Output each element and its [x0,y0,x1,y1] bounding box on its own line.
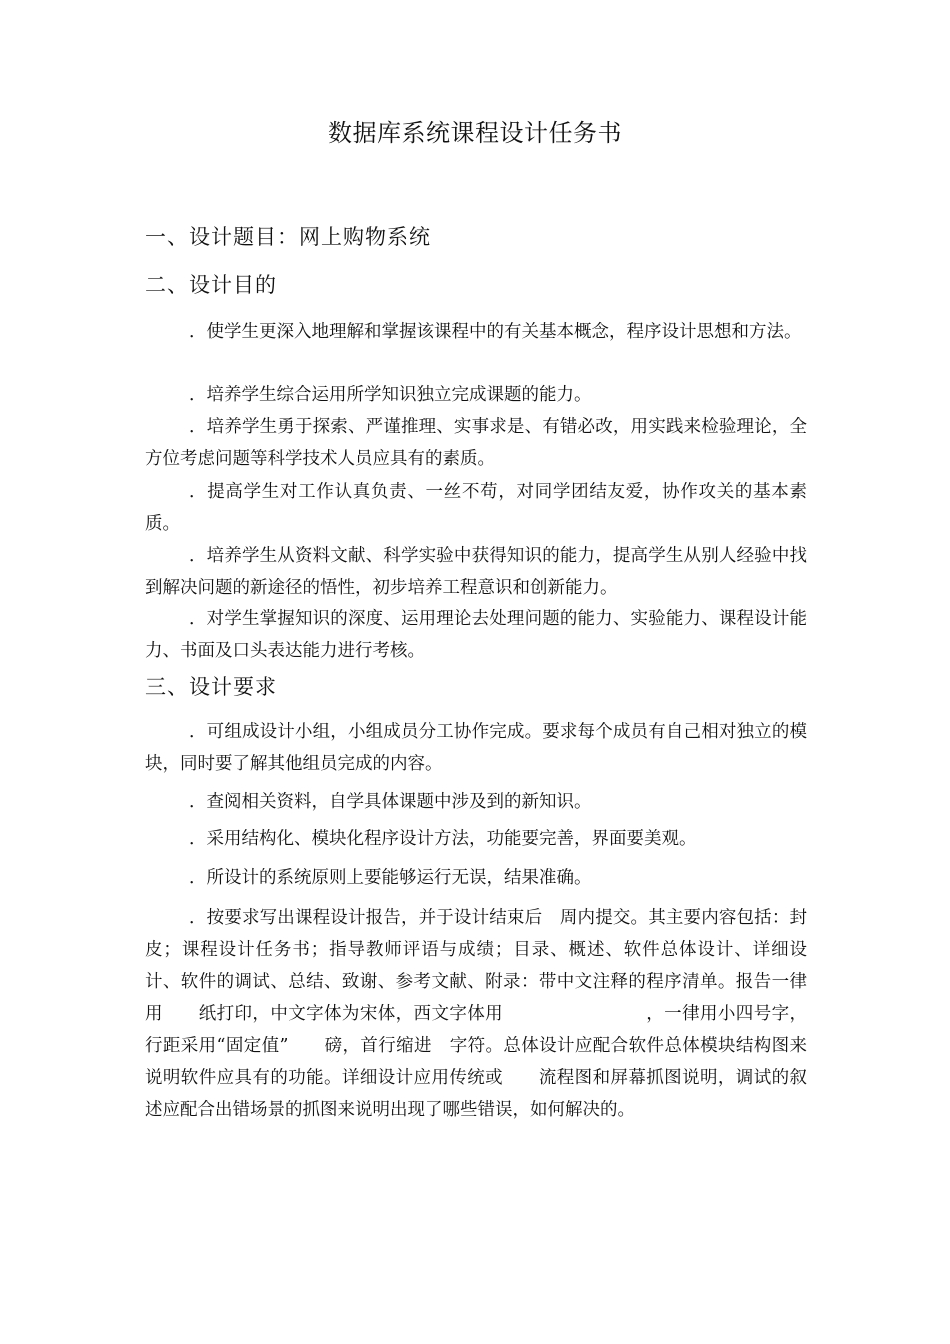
section-heading-topic: 一、设计题目：网上购物系统 [145,225,431,249]
purpose-item-4: ．提高学生对工作认真负责、一丝不苟，对同学团结友爱，协作攻关的基本素质。 [145,482,807,534]
requirement-item-3: ．采用结构化、模块化程序设计方法，功能要完善，界面要美观。 [189,829,697,849]
requirement-item-4: ．所设计的系统原则上要能够运行无误，结果准确。 [189,868,592,888]
requirement-item-5: ．按要求写出课程设计报告，并于设计结束后 周内提交。其主要内容包括：封皮；课程设计任务书；指导教师评语与成绩；目录、概述、软件总体设计、详细设计、软件的调试、总结、致谢、参考文献、附录：带中文注释的程序清单。报告一律用 纸打印，中文字体为宋体，西文字体用 ，一律用小四号字，行距采用“固定值” 磅，首行缩进 字符。总体设计应配合软件总体模块结构图来说明软件应具有的功能。详细设计应用传统或 流程图和屏幕抓图说明，调试的叙述应配合出错场景的抓图来说明出现了哪些错误，如何解决的。 [145,908,807,1120]
requirement-item-2: ．查阅相关资料，自学具体课题中涉及到的新知识。 [189,792,592,812]
document-title: 数据库系统课程设计任务书 [328,119,622,147]
section-heading-requirements: 三、设计要求 [145,675,277,699]
section-heading-purpose: 二、设计目的 [145,273,277,297]
purpose-item-3: ．培养学生勇于探索、严谨推理、实事求是、有错必改，用实践来检验理论，全方位考虑问题等科学技术人员应具有的素质。 [145,417,807,469]
requirement-item-1: ．可组成设计小组，小组成员分工协作完成。要求每个成员有自己相对独立的模块，同时要了解其他组员完成的内容。 [145,722,807,774]
purpose-item-2: ．培养学生综合运用所学知识独立完成课题的能力。 [189,385,592,405]
purpose-item-1: ．使学生更深入地理解和掌握该课程中的有关基本概念，程序设计思想和方法。 [189,322,802,342]
purpose-item-5: ．培养学生从资料文献、科学实验中获得知识的能力，提高学生从别人经验中找到解决问题的新途径的悟性，初步培养工程意识和创新能力。 [145,546,807,598]
purpose-item-6: ．对学生掌握知识的深度、运用理论去处理问题的能力、实验能力、课程设计能力、书面及口头表达能力进行考核。 [145,609,807,661]
